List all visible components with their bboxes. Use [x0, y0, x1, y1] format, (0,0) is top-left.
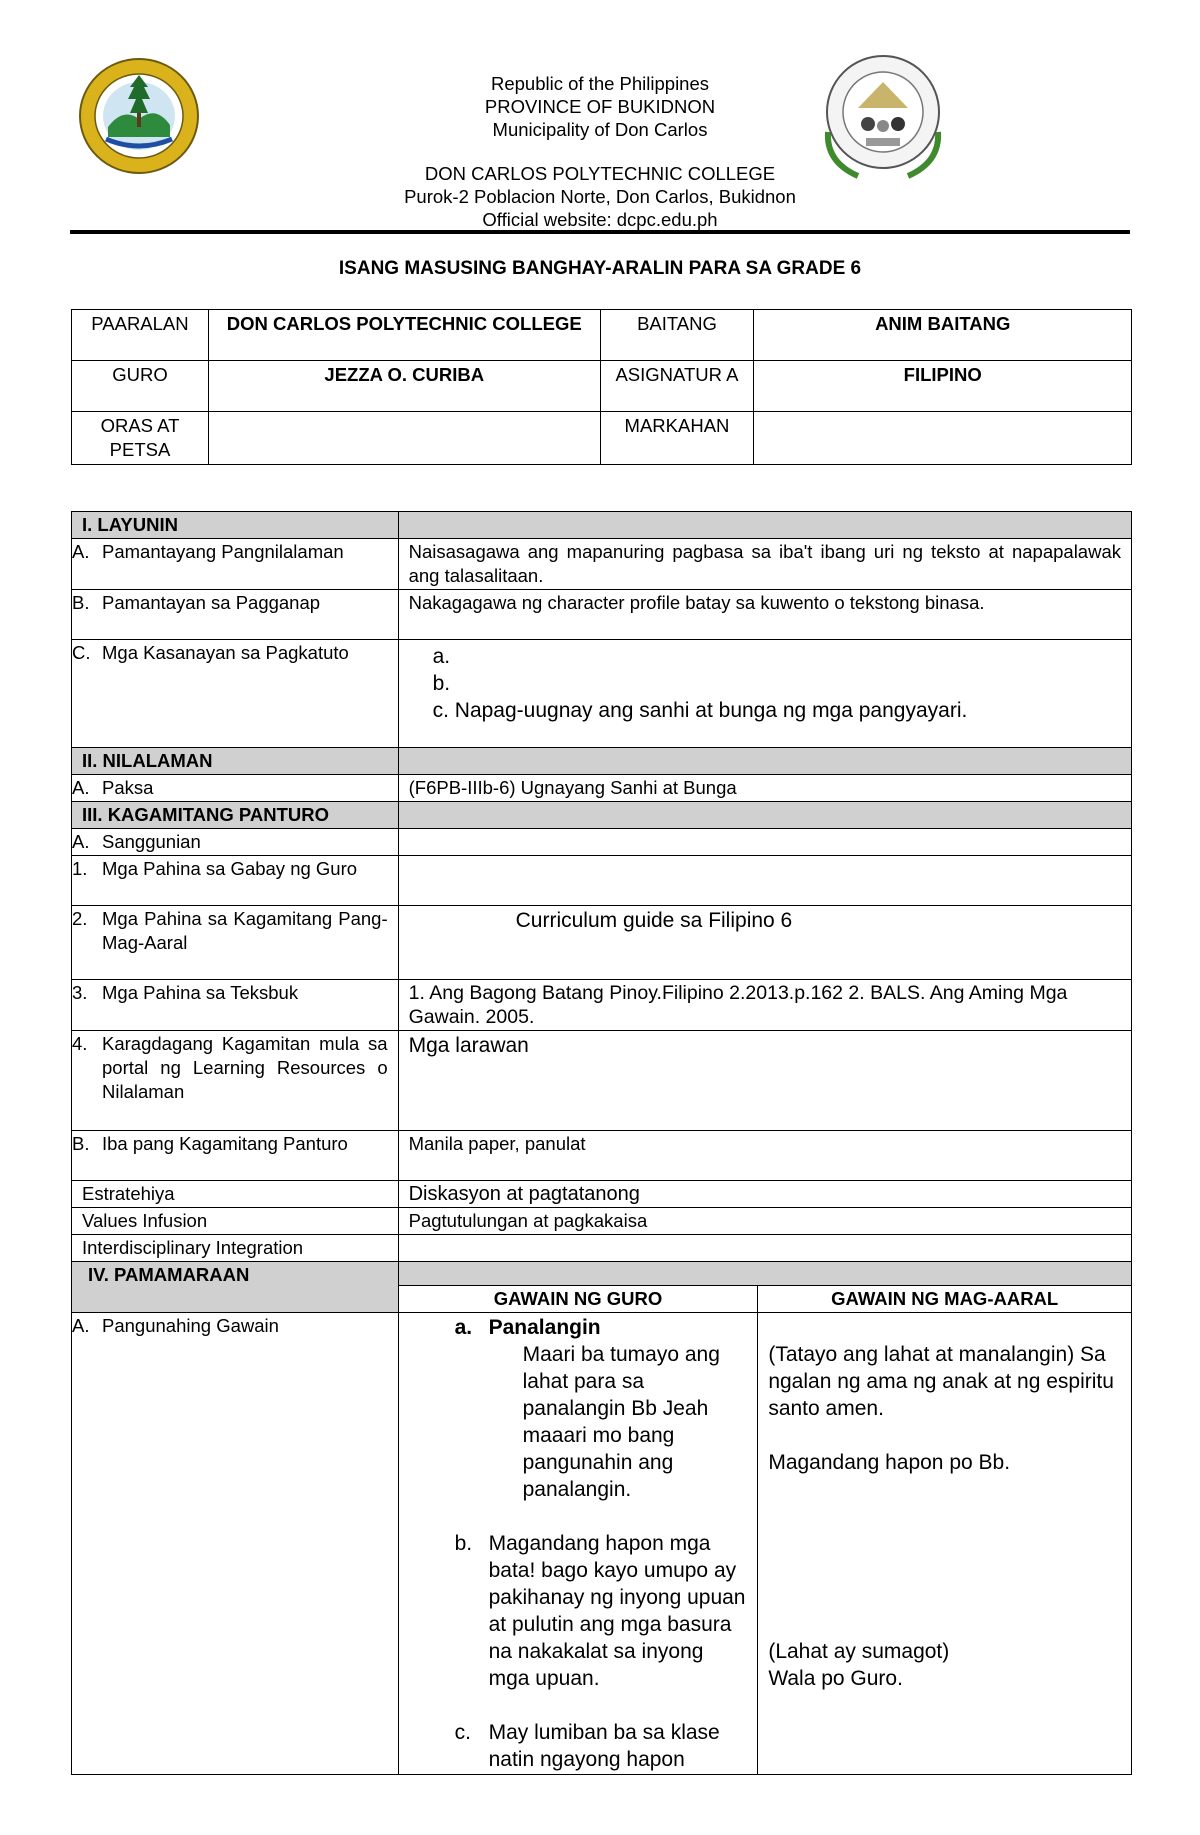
- gawain-mag-aaral-cell: [758, 1313, 1132, 1775]
- header-line-address: Purok-2 Poblacion Norte, Don Carlos, Bukidnon: [404, 186, 796, 207]
- row-label-iba: B. Iba pang Kagamitang Panturo: [72, 1131, 399, 1181]
- step-c-text: May lumiban ba sa klase natin ngayong hapon: [488, 1721, 720, 1771]
- paaralan-label: PAARALAN: [72, 310, 209, 361]
- aaral-response-3: (Lahat ay sumagot) Wala po Guro.: [768, 1640, 950, 1690]
- row-label-paksa: A. Paksa: [72, 775, 399, 802]
- guro-value: JEZZA O. CURIBA: [208, 361, 600, 412]
- row-label-karagdagang: 4. Karagdagang Kagamitan mula sa portal ng Learning Resources o Nilalaman: [72, 1031, 399, 1131]
- kasanayan-item-a: a.: [432, 645, 451, 668]
- header-divider: [70, 230, 1130, 234]
- asignatura-label: ASIGNATUR A: [600, 361, 754, 412]
- row-value-pamantayan-pagganap: Nakagagawa ng character profile batay sa kuwento o tekstong binasa.: [398, 590, 1131, 640]
- section-pamamaraan: IV. PAMAMARAAN: [72, 1262, 399, 1313]
- row-value-estratehiya: Diskasyon at pagtatanong: [398, 1181, 1131, 1208]
- row-value-gabay: [398, 856, 1131, 906]
- row-value-pamantayang-pangnilalaman: Naisasagawa ang mapanuring pagbasa sa iba't ibang uri ng teksto at napapalawak ang talasalitaan.: [398, 539, 1131, 590]
- asignatura-value: FILIPINO: [754, 361, 1132, 412]
- document-title: ISANG MASUSING BANGHAY-ARALIN PARA SA GRADE 6: [338, 258, 862, 279]
- panalangin-title: Panalangin: [488, 1316, 601, 1339]
- kasanayan-item-b: b.: [432, 672, 451, 695]
- header-line-college: DON CARLOS POLYTECHNIC COLLEGE: [424, 163, 776, 184]
- section-nilalaman: II. NILALAMAN: [72, 748, 399, 775]
- section-kagamitan: III. KAGAMITANG PANTURO: [72, 802, 399, 829]
- lesson-plan-table: [71, 511, 1132, 1775]
- header-line-website: Official website: dcpc.edu.ph: [482, 209, 718, 230]
- kasanayan-item-c: c. Napag-uugnay ang sanhi at bunga ng mga pangyayari.: [432, 699, 968, 722]
- oras-label: ORAS AT PETSA: [72, 412, 209, 465]
- row-value-karagdagang: Mga larawan: [398, 1031, 1131, 1131]
- municipality-seal-logo: [78, 57, 200, 175]
- row-label-pamantayang-pangnilalaman: A. Pamantayang Pangnilalaman: [72, 539, 399, 590]
- row-value-teksbuk: 1. Ang Bagong Batang Pinoy.Filipino 2.2013.p.162 2. BALS. Ang Aming Mga Gawain. 2005.: [398, 980, 1131, 1031]
- row-label-kagamitang: 2. Mga Pahina sa Kagamitang Pang-Mag-Aaral: [72, 906, 399, 980]
- info-table: [71, 309, 1132, 465]
- paaralan-value: DON CARLOS POLYTECHNIC COLLEGE: [208, 310, 600, 361]
- baitang-value: ANIM BAITANG: [754, 310, 1132, 361]
- row-label-inter: Interdisciplinary Integration: [72, 1235, 399, 1262]
- header-line-republic: Republic of the Philippines: [490, 73, 710, 94]
- row-label-sanggunian: A. Sanggunian: [72, 829, 399, 856]
- markahan-label: MARKAHAN: [600, 412, 754, 465]
- row-label-values: Values Infusion: [72, 1208, 399, 1235]
- aaral-response-1: (Tatayo ang lahat at manalangin) Sa ngalan ng ama ng anak at ng espiritu santo amen.: [768, 1343, 1114, 1420]
- gawain-guro-cell: a. Panalangin Maari ba tumayo ang lahat para sa panalangin Bb Jeah maaari mo bang pangunahin ang panalangin. b. Magandang hapon mga bata! bago kayo umupo ay pakihanay ng inyong upuan at pulutin ang mga basura na nakakalat sa inyong mga upuan. c. May lumiban ba sa klase natin ngayong hapon: [398, 1313, 758, 1775]
- row-label-estratehiya: Estratehiya: [72, 1181, 399, 1208]
- row-value-inter: [398, 1235, 1131, 1262]
- oras-value: [208, 412, 600, 465]
- baitang-label: BAITANG: [600, 310, 754, 361]
- row-value-values: Pagtutulungan at pagkakaisa: [398, 1208, 1131, 1235]
- header-line-province: PROVINCE OF BUKIDNON: [484, 96, 716, 117]
- step-b-text: Magandang hapon mga bata! bago kayo umupo ay pakihanay ng inyong upuan at pulutin ang mga basura na nakakalat sa inyong mga upuan.: [488, 1532, 746, 1690]
- header-line-municipality: Municipality of Don Carlos: [492, 119, 708, 140]
- markahan-value: [754, 412, 1132, 465]
- panalangin-text: Maari ba tumayo ang lahat para sa panalangin Bb Jeah maaari mo bang pangunahin ang panalangin.: [522, 1343, 720, 1501]
- row-value-iba: Manila paper, panulat: [398, 1131, 1131, 1181]
- row-value-sanggunian: [398, 829, 1131, 856]
- row-label-teksbuk: 3. Mga Pahina sa Teksbuk: [72, 980, 399, 1031]
- row-value-paksa: (F6PB-IIIb-6) Ugnayang Sanhi at Bunga: [398, 775, 1131, 802]
- aaral-response-2: Magandang hapon po Bb.: [768, 1451, 1011, 1474]
- row-label-pamantayan-pagganap: B. Pamantayan sa Pagganap: [72, 590, 399, 640]
- row-label-gabay: 1. Mga Pahina sa Gabay ng Guro: [72, 856, 399, 906]
- row-label-kasanayan: C. Mga Kasanayan sa Pagkatuto: [72, 640, 399, 748]
- section-layunin: I. LAYUNIN: [72, 512, 399, 539]
- guro-label: GURO: [72, 361, 209, 412]
- row-label-pangunahing-gawain: A. Pangunahing Gawain: [72, 1313, 399, 1775]
- row-value-kagamitang: Curriculum guide sa Filipino 6: [398, 906, 1131, 980]
- row-value-kasanayan: [398, 640, 1131, 748]
- column-gawain-mag-aaral: GAWAIN NG MAG-AARAL: [758, 1286, 1132, 1313]
- column-gawain-guro: GAWAIN NG GURO: [398, 1286, 758, 1313]
